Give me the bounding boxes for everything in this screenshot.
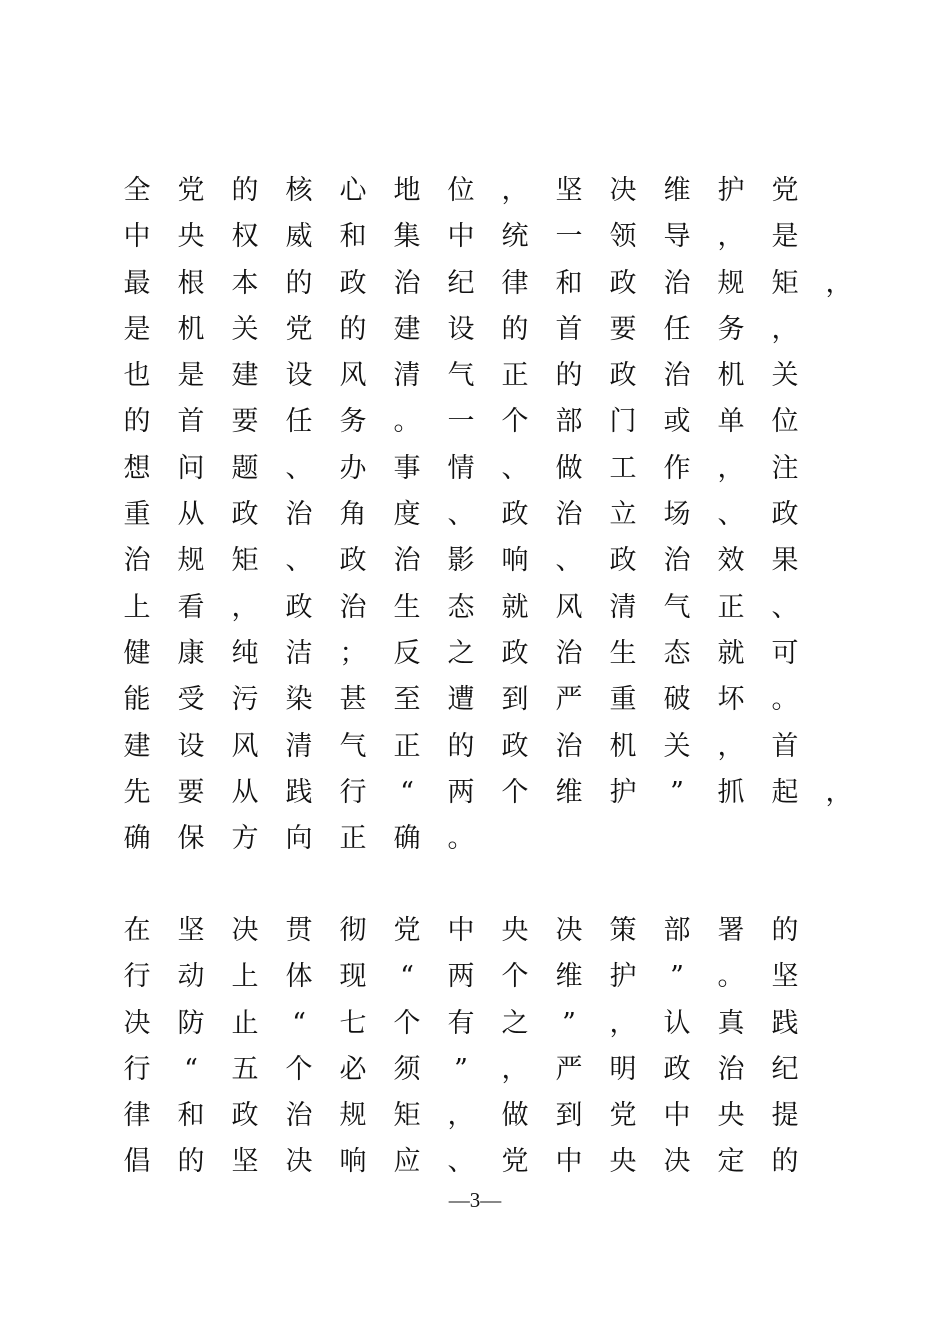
glyph: 威: [285, 221, 313, 253]
glyph: 果: [771, 545, 799, 577]
glyph: 策: [609, 915, 637, 946]
glyph: 态: [663, 637, 691, 669]
glyph: 做: [555, 452, 583, 484]
glyph: 方: [231, 823, 259, 855]
glyph: 中: [663, 1100, 691, 1132]
glyph: 两: [447, 961, 475, 993]
glyph: 、: [285, 452, 313, 484]
glyph: 位: [447, 175, 475, 206]
glyph: 或: [663, 406, 691, 438]
glyph: 。: [717, 961, 745, 993]
glyph: 响: [339, 1146, 367, 1178]
glyph: 染: [285, 684, 313, 716]
glyph: “: [184, 1053, 198, 1085]
text-line: [110, 446, 870, 492]
glyph: 政: [609, 267, 637, 299]
glyph: 要: [177, 776, 205, 808]
glyph: 央: [717, 1100, 745, 1132]
glyph: 应: [393, 1146, 421, 1178]
glyph: 要: [609, 313, 637, 345]
glyph: 机: [177, 313, 205, 345]
glyph: 正: [501, 360, 529, 392]
glyph: 贯: [285, 915, 313, 946]
glyph: 个: [393, 1007, 421, 1039]
glyph: 治: [663, 545, 691, 577]
glyph: 正: [393, 730, 421, 762]
glyph: 在: [123, 915, 151, 946]
glyph: 至: [393, 684, 421, 716]
glyph: ，: [501, 175, 529, 206]
glyph: 是: [771, 221, 799, 253]
glyph: 题: [231, 452, 259, 484]
glyph: 维: [555, 776, 583, 808]
text-line: [110, 816, 870, 862]
glyph: 政: [339, 267, 367, 299]
text-line: [110, 492, 870, 538]
glyph: 政: [609, 360, 637, 392]
glyph: 的: [177, 1146, 205, 1178]
glyph: 和: [177, 1100, 205, 1132]
glyph: 也: [123, 360, 151, 392]
glyph: 统: [501, 221, 529, 253]
glyph: 严: [555, 684, 583, 716]
glyph: 向: [285, 823, 313, 855]
glyph: 党: [177, 175, 205, 206]
glyph: 矩: [393, 1100, 421, 1132]
glyph: 认: [663, 1007, 691, 1039]
glyph: 污: [231, 684, 259, 716]
glyph: 生: [609, 637, 637, 669]
glyph: 护: [609, 776, 637, 808]
text-line: [110, 168, 870, 214]
glyph: ，: [717, 452, 745, 484]
glyph: 治: [339, 591, 367, 623]
glyph: 全: [123, 175, 151, 206]
glyph: 政: [501, 499, 529, 531]
glyph: 护: [717, 175, 745, 206]
glyph: 部: [663, 915, 691, 946]
glyph: 风: [555, 591, 583, 623]
glyph: 政: [231, 1100, 259, 1132]
glyph: ”: [454, 1053, 468, 1085]
glyph: ”: [670, 961, 684, 993]
glyph: 。: [393, 406, 421, 438]
glyph: 治: [393, 267, 421, 299]
glyph: 门: [609, 406, 637, 438]
glyph: 政: [501, 730, 529, 762]
glyph: 务: [339, 406, 367, 438]
glyph: 一: [555, 221, 583, 253]
glyph: 最: [123, 267, 151, 299]
glyph: ，: [825, 267, 853, 299]
glyph: 署: [717, 915, 745, 946]
glyph: 洁: [285, 637, 313, 669]
glyph: 抓: [717, 776, 745, 808]
glyph: 事: [393, 452, 421, 484]
glyph: ”: [562, 1007, 576, 1039]
glyph: 部: [555, 406, 583, 438]
glyph: 止: [231, 1007, 259, 1039]
glyph: 导: [663, 221, 691, 253]
glyph: 建: [231, 360, 259, 392]
text-line: [110, 631, 870, 677]
glyph: 治: [285, 1100, 313, 1132]
glyph: 地: [393, 175, 421, 206]
glyph: 两: [447, 776, 475, 808]
glyph: 清: [393, 360, 421, 392]
glyph: 建: [123, 730, 151, 762]
glyph: 纪: [447, 267, 475, 299]
glyph: 央: [609, 1146, 637, 1178]
text-line: [110, 908, 870, 954]
glyph: 首: [555, 313, 583, 345]
glyph: 防: [177, 1007, 205, 1039]
glyph: 到: [555, 1100, 583, 1132]
glyph: 清: [285, 730, 313, 762]
glyph: 破: [663, 684, 691, 716]
glyph: 的: [771, 915, 799, 946]
text-line: [110, 1139, 870, 1185]
glyph: 务: [717, 313, 745, 345]
glyph: 任: [285, 406, 313, 438]
glyph: 到: [501, 684, 529, 716]
glyph: 党: [393, 915, 421, 946]
glyph: 行: [339, 776, 367, 808]
glyph: 中: [447, 221, 475, 253]
glyph: 问: [177, 452, 205, 484]
glyph: 护: [609, 961, 637, 993]
glyph: 的: [501, 313, 529, 345]
glyph: 律: [501, 267, 529, 299]
text-line: [110, 1093, 870, 1139]
glyph: 。: [771, 684, 799, 716]
glyph: 体: [285, 961, 313, 993]
glyph: 治: [555, 730, 583, 762]
glyph: 央: [501, 915, 529, 946]
glyph: 政: [771, 499, 799, 531]
glyph: 先: [123, 776, 151, 808]
text-line: [110, 399, 870, 445]
glyph: 七: [339, 1007, 367, 1039]
glyph: 正: [717, 591, 745, 623]
glyph: 政: [339, 545, 367, 577]
glyph: 根: [177, 267, 205, 299]
glyph: 治: [123, 545, 151, 577]
glyph: 机: [609, 730, 637, 762]
glyph: 。: [447, 823, 475, 855]
glyph: 从: [231, 776, 259, 808]
glyph: 矩: [771, 267, 799, 299]
glyph: “: [400, 961, 414, 993]
glyph: 正: [339, 823, 367, 855]
text-line: [110, 954, 870, 1000]
glyph: 关: [231, 313, 259, 345]
glyph: 注: [771, 452, 799, 484]
glyph: 上: [231, 961, 259, 993]
glyph: 建: [393, 313, 421, 345]
glyph: 矩: [231, 545, 259, 577]
glyph: 康: [177, 637, 205, 669]
glyph: 纯: [231, 637, 259, 669]
glyph: 上: [123, 591, 151, 623]
glyph: 、: [771, 591, 799, 623]
text-line: [110, 1047, 870, 1093]
glyph: 领: [609, 221, 637, 253]
glyph: 重: [609, 684, 637, 716]
glyph: 政: [501, 637, 529, 669]
glyph: 是: [123, 313, 151, 345]
glyph: 治: [393, 545, 421, 577]
glyph: 心: [339, 175, 367, 206]
glyph: 保: [177, 823, 205, 855]
glyph: 彻: [339, 915, 367, 946]
glyph: 五: [231, 1053, 259, 1085]
glyph: 坚: [177, 915, 205, 946]
glyph: 、: [555, 545, 583, 577]
glyph: 决: [555, 915, 583, 946]
glyph: 行: [123, 961, 151, 993]
glyph: ；: [339, 637, 367, 669]
glyph: 和: [555, 267, 583, 299]
glyph: ，: [231, 591, 259, 623]
glyph: 维: [555, 961, 583, 993]
glyph: 、: [447, 1146, 475, 1178]
glyph: 定: [717, 1146, 745, 1178]
glyph: 个: [285, 1053, 313, 1085]
glyph: 响: [501, 545, 529, 577]
glyph: 集: [393, 221, 421, 253]
glyph: 政: [231, 499, 259, 531]
glyph: 反: [393, 637, 421, 669]
glyph: 个: [501, 961, 529, 993]
glyph: ，: [771, 313, 799, 345]
glyph: 党: [501, 1146, 529, 1178]
glyph: ，: [501, 1053, 529, 1085]
text-line: [110, 585, 870, 631]
glyph: 度: [393, 499, 421, 531]
glyph: 可: [771, 637, 799, 669]
text-line: [110, 214, 870, 260]
text-line: [110, 770, 870, 816]
glyph: 的: [771, 1146, 799, 1178]
paragraph-1: [110, 168, 870, 862]
glyph: 提: [771, 1100, 799, 1132]
glyph: ，: [717, 730, 745, 762]
glyph: 从: [177, 499, 205, 531]
glyph: 之: [501, 1007, 529, 1039]
glyph: 现: [339, 961, 367, 993]
glyph: 场: [663, 499, 691, 531]
glyph: 之: [447, 637, 475, 669]
glyph: 气: [447, 360, 475, 392]
text-line: [110, 677, 870, 723]
text-line: [110, 724, 870, 770]
glyph: 确: [123, 823, 151, 855]
glyph: 影: [447, 545, 475, 577]
glyph: 做: [501, 1100, 529, 1132]
glyph: 位: [771, 406, 799, 438]
glyph: 决: [609, 175, 637, 206]
glyph: 效: [717, 545, 745, 577]
glyph: 作: [663, 452, 691, 484]
glyph: 个: [501, 776, 529, 808]
glyph: 治: [555, 499, 583, 531]
glyph: 重: [123, 499, 151, 531]
text-line: [110, 1001, 870, 1047]
glyph: 、: [447, 499, 475, 531]
glyph: 关: [771, 360, 799, 392]
glyph: 气: [663, 591, 691, 623]
glyph: 态: [447, 591, 475, 623]
glyph: 想: [123, 452, 151, 484]
glyph: 风: [231, 730, 259, 762]
glyph: 中: [447, 915, 475, 946]
glyph: 能: [123, 684, 151, 716]
glyph: 设: [177, 730, 205, 762]
glyph: ，: [717, 221, 745, 253]
text-line: [110, 353, 870, 399]
text-line: [110, 307, 870, 353]
glyph: 决: [663, 1146, 691, 1178]
glyph: 甚: [339, 684, 367, 716]
glyph: 核: [285, 175, 313, 206]
glyph: 的: [285, 267, 313, 299]
glyph: 律: [123, 1100, 151, 1132]
glyph: 设: [285, 360, 313, 392]
glyph: 的: [555, 360, 583, 392]
glyph: 党: [285, 313, 313, 345]
glyph: 的: [123, 406, 151, 438]
glyph: 践: [771, 1007, 799, 1039]
glyph: 本: [231, 267, 259, 299]
glyph: 央: [177, 221, 205, 253]
glyph: 生: [393, 591, 421, 623]
glyph: 党: [609, 1100, 637, 1132]
glyph: 必: [339, 1053, 367, 1085]
glyph: 个: [501, 406, 529, 438]
glyph: 风: [339, 360, 367, 392]
glyph: 任: [663, 313, 691, 345]
glyph: 的: [339, 313, 367, 345]
glyph: ，: [609, 1007, 637, 1039]
glyph: 机: [717, 360, 745, 392]
glyph: 践: [285, 776, 313, 808]
glyph: 政: [609, 545, 637, 577]
text-line: [110, 261, 870, 307]
glyph: 立: [609, 499, 637, 531]
glyph: 一: [447, 406, 475, 438]
glyph: 决: [231, 915, 259, 946]
glyph: 受: [177, 684, 205, 716]
glyph: 权: [231, 221, 259, 253]
glyph: 坚: [771, 961, 799, 993]
glyph: 真: [717, 1007, 745, 1039]
glyph: 清: [609, 591, 637, 623]
glyph: 纪: [771, 1053, 799, 1085]
glyph: 看: [177, 591, 205, 623]
glyph: 和: [339, 221, 367, 253]
glyph: 规: [339, 1100, 367, 1132]
glyph: 要: [231, 406, 259, 438]
glyph: 情: [447, 452, 475, 484]
glyph: 遭: [447, 684, 475, 716]
glyph: 党: [771, 175, 799, 206]
glyph: “: [292, 1007, 306, 1039]
glyph: 坚: [231, 1146, 259, 1178]
glyph: 起: [771, 776, 799, 808]
glyph: 动: [177, 961, 205, 993]
glyph: 治: [663, 360, 691, 392]
glyph: 、: [501, 452, 529, 484]
glyph: ，: [825, 776, 853, 808]
glyph: 治: [555, 637, 583, 669]
glyph: 办: [339, 452, 367, 484]
glyph: 、: [285, 545, 313, 577]
glyph: ”: [670, 776, 684, 808]
glyph: 倡: [123, 1146, 151, 1178]
glyph: 是: [177, 360, 205, 392]
glyph: 治: [717, 1053, 745, 1085]
text-line: [110, 538, 870, 584]
glyph: 设: [447, 313, 475, 345]
glyph: 治: [663, 267, 691, 299]
glyph: 须: [393, 1053, 421, 1085]
glyph: 首: [771, 730, 799, 762]
glyph: 工: [609, 452, 637, 484]
glyph: 坚: [555, 175, 583, 206]
glyph: 角: [339, 499, 367, 531]
glyph: 首: [177, 406, 205, 438]
glyph: 规: [177, 545, 205, 577]
glyph: 确: [393, 823, 421, 855]
glyph: “: [400, 776, 414, 808]
glyph: 、: [717, 499, 745, 531]
glyph: 决: [285, 1146, 313, 1178]
glyph: 政: [285, 591, 313, 623]
glyph: 严: [555, 1053, 583, 1085]
glyph: 规: [717, 267, 745, 299]
glyph: 维: [663, 175, 691, 206]
glyph: 关: [663, 730, 691, 762]
glyph: 治: [285, 499, 313, 531]
glyph: 气: [339, 730, 367, 762]
glyph: 的: [231, 175, 259, 206]
glyph: 有: [447, 1007, 475, 1039]
glyph: 行: [123, 1053, 151, 1085]
glyph: 明: [609, 1053, 637, 1085]
glyph: 中: [555, 1146, 583, 1178]
page-number: —3—: [448, 1188, 502, 1212]
paragraph-2: [110, 908, 870, 1186]
glyph: 政: [663, 1053, 691, 1085]
glyph: 坏: [717, 684, 745, 716]
glyph: 健: [123, 637, 151, 669]
glyph: ，: [447, 1100, 475, 1132]
glyph: 决: [123, 1007, 151, 1039]
glyph: 的: [447, 730, 475, 762]
glyph: 中: [123, 221, 151, 253]
glyph: 就: [501, 591, 529, 623]
glyph: 单: [717, 406, 745, 438]
glyph: 就: [717, 637, 745, 669]
